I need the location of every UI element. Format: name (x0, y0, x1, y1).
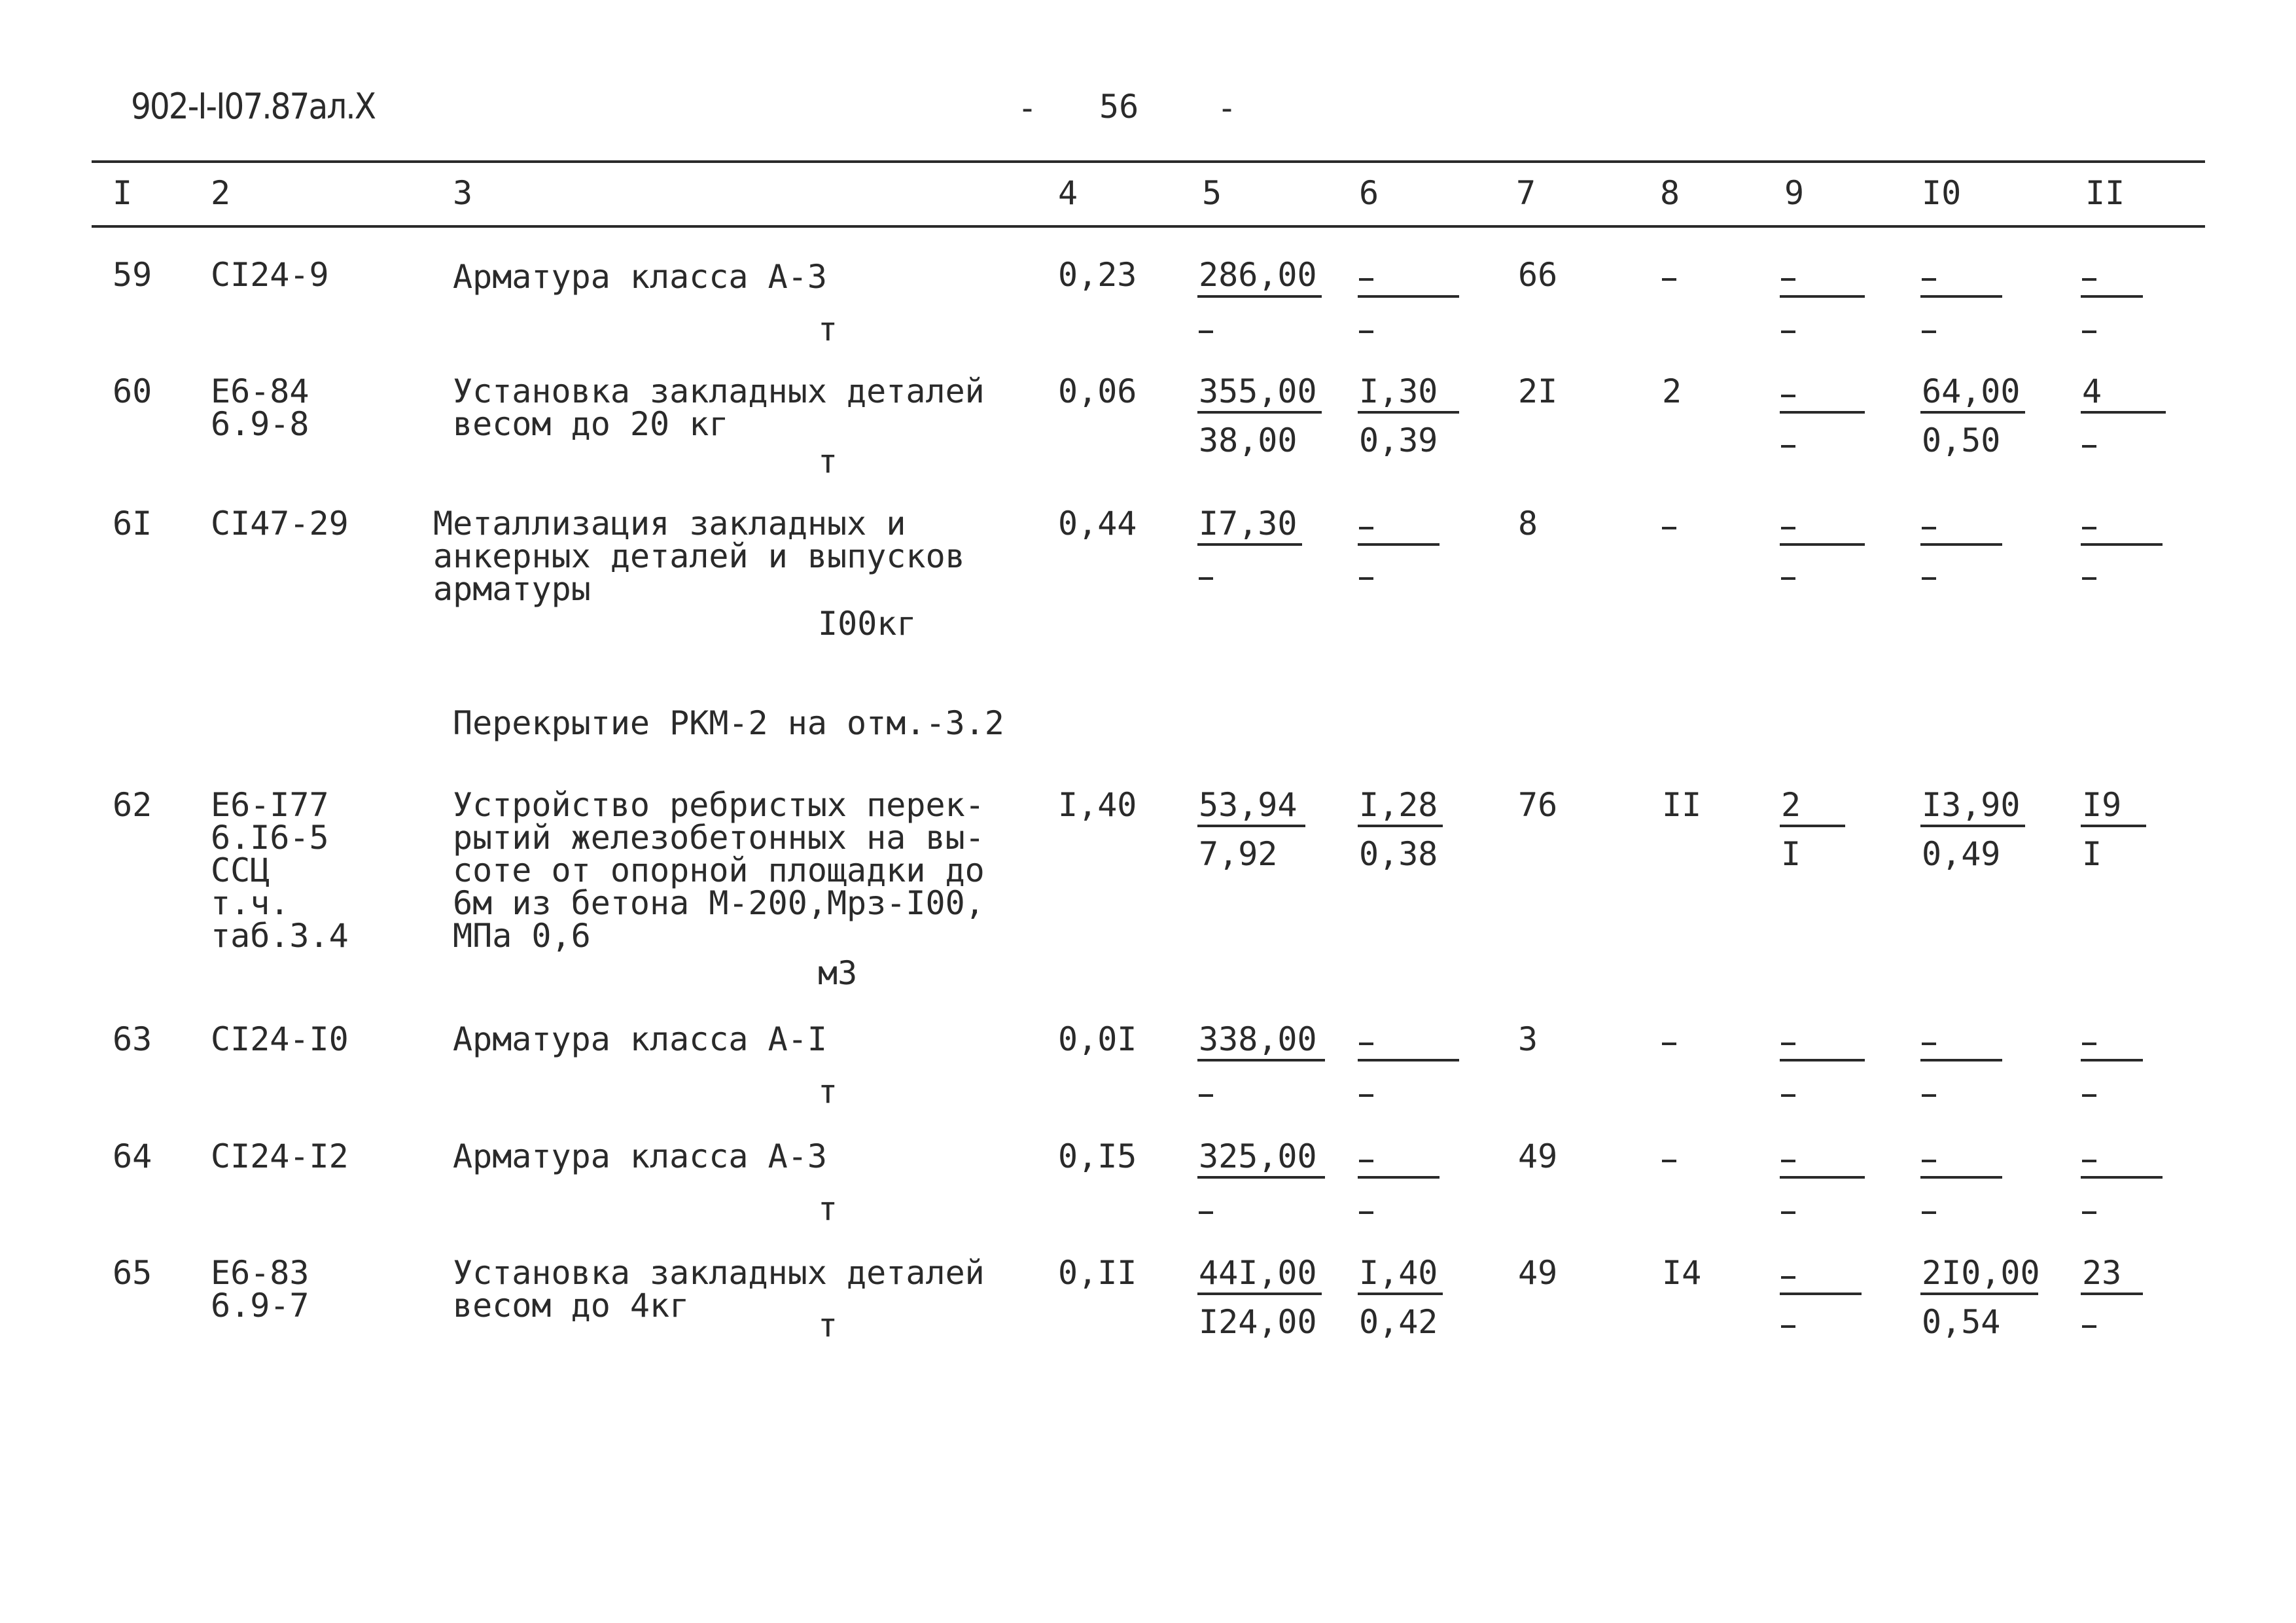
underline (2081, 1293, 2143, 1295)
underline (2081, 411, 2166, 414)
underline (1197, 825, 1305, 827)
col6-top-dash (1359, 527, 1373, 529)
row-number: 6I (113, 505, 152, 543)
underline (1197, 1176, 1325, 1179)
underline (1358, 1059, 1459, 1061)
underline (1920, 1293, 2038, 1295)
col11-bottom-dash (2082, 1094, 2096, 1097)
col9-top-dash (1781, 1276, 1795, 1279)
underline (1780, 1059, 1865, 1061)
col9-bottom: I (1781, 835, 1801, 873)
col10-bottom: 0,54 (1922, 1303, 2001, 1341)
col10-bottom: 0,50 (1922, 421, 2001, 459)
col7-value: 76 (1518, 786, 1558, 824)
underline (1358, 825, 1443, 827)
col9-bottom-dash (1781, 1094, 1795, 1097)
underline (1920, 543, 2002, 546)
col5-top: 338,00 (1199, 1020, 1317, 1058)
col6-bottom: 0,39 (1359, 421, 1438, 459)
underline (1780, 543, 1865, 546)
col9-top-dash (1781, 1043, 1795, 1045)
norm-code: Е6-84 6.9-8 (211, 372, 309, 443)
col6-bottom: 0,42 (1359, 1303, 1438, 1341)
col6-bottom-dash (1359, 1211, 1373, 1214)
col8-value: II (1662, 786, 1702, 824)
col5-bottom-dash (1199, 1211, 1213, 1214)
col7-value: 49 (1518, 1254, 1558, 1292)
col7-value: 8 (1518, 505, 1538, 543)
col11-top: 4 (2082, 372, 2102, 410)
col-header-7: 7 (1516, 174, 1536, 212)
col7-value: 66 (1518, 256, 1558, 294)
col-header-2: 2 (211, 174, 231, 212)
col8-dash (1662, 278, 1676, 281)
col6-top: I,28 (1359, 786, 1438, 824)
unit: т (818, 442, 838, 480)
col-header-10: I0 (1922, 174, 1962, 212)
unit: т (818, 1190, 838, 1228)
col6-top: I,40 (1359, 1254, 1438, 1292)
col9-bottom-dash (1781, 577, 1795, 580)
col11-bottom: I (2082, 835, 2102, 873)
col6-bottom-dash (1359, 577, 1373, 580)
col6-bottom-dash (1359, 1094, 1373, 1097)
unit: I00кг (818, 605, 917, 643)
col5-bottom-dash (1199, 577, 1213, 580)
col6-top-dash (1359, 1043, 1373, 1045)
col10-bottom: 0,49 (1922, 835, 2001, 873)
col7-value: 49 (1518, 1137, 1558, 1175)
underline (1197, 295, 1322, 298)
col11-bottom-dash (2082, 445, 2096, 448)
underline (1920, 1176, 2002, 1179)
underline (2081, 543, 2163, 546)
col11-top-dash (2082, 527, 2096, 529)
quantity: 0,II (1058, 1254, 1137, 1292)
underline (1780, 825, 1845, 827)
col9-top-dash (1781, 395, 1795, 397)
col5-top: 286,00 (1199, 256, 1317, 294)
col8-dash (1662, 1043, 1676, 1045)
col11-bottom-dash (2082, 1325, 2096, 1328)
col-header-11: II (2085, 174, 2125, 212)
unit: т (818, 1306, 838, 1344)
col11-bottom-dash (2082, 577, 2096, 580)
work-description: Арматура класса А-3 (453, 258, 827, 296)
col11-top-dash (2082, 1043, 2096, 1045)
row-number: 64 (113, 1137, 152, 1175)
underline (2081, 825, 2146, 827)
work-description: Арматура класса А-3 (453, 1137, 827, 1175)
col10-top-dash (1922, 1043, 1936, 1045)
section-title: Перекрытие РКМ-2 на отм.-3.2 (453, 704, 1004, 742)
col5-top: 44I,00 (1199, 1254, 1317, 1292)
col9-top-dash (1781, 278, 1795, 281)
underline (1920, 295, 2002, 298)
col7-value: 3 (1518, 1020, 1538, 1058)
col7-value: 2I (1518, 372, 1558, 410)
table-header-rule (92, 225, 2205, 228)
col10-bottom-dash (1922, 330, 1936, 333)
norm-code: CI24-I2 (211, 1137, 349, 1175)
work-description: Установка закладных деталей весом до 20 кг (453, 372, 985, 443)
quantity: 0,06 (1058, 372, 1137, 410)
underline (1780, 411, 1865, 414)
row-number: 62 (113, 786, 152, 824)
col6-top-dash (1359, 278, 1373, 281)
work-description: Металлизация закладных и анкерных деталей и выпусков арматуры (433, 505, 965, 608)
col10-bottom-dash (1922, 1094, 1936, 1097)
col9-bottom-dash (1781, 445, 1795, 448)
col5-bottom: 7,92 (1199, 835, 1278, 873)
col9-bottom-dash (1781, 1211, 1795, 1214)
norm-code: CI24-9 (211, 256, 329, 294)
work-description: Арматура класса А-I (453, 1020, 827, 1058)
underline (2081, 295, 2143, 298)
row-number: 60 (113, 372, 152, 410)
col10-bottom-dash (1922, 1211, 1936, 1214)
col9-top-dash (1781, 1160, 1795, 1162)
col10-top: 2I0,00 (1922, 1254, 2040, 1292)
underline (1197, 1059, 1325, 1061)
underline (1197, 411, 1322, 414)
col5-top: 325,00 (1199, 1137, 1317, 1175)
col5-top: 53,94 (1199, 786, 1298, 824)
page-number: 56 (1099, 88, 1139, 126)
underline (1358, 1176, 1439, 1179)
quantity: 0,0I (1058, 1020, 1137, 1058)
col11-bottom-dash (2082, 1211, 2096, 1214)
quantity: I,40 (1058, 786, 1137, 824)
col6-top-dash (1359, 1160, 1373, 1162)
norm-code: Е6-I77 6.I6-5 ССЦ т.ч. таб.3.4 (211, 786, 349, 955)
norm-code: CI47-29 (211, 505, 349, 543)
col10-bottom-dash (1922, 577, 1936, 580)
quantity: 0,23 (1058, 256, 1137, 294)
work-description: Устройство ребристых перек- рытий железобетонных на вы- соте от опорной площадки до 6м из бетона М-200,Мрз-I00, МПа 0,6 (453, 786, 985, 955)
col9-top-dash (1781, 527, 1795, 529)
col5-bottom: I24,00 (1199, 1303, 1317, 1341)
unit: т (818, 1073, 838, 1111)
col6-bottom-dash (1359, 330, 1373, 333)
unit: м3 (818, 954, 858, 992)
col-header-3: 3 (453, 174, 473, 212)
col9-top: 2 (1781, 786, 1801, 824)
col10-top-dash (1922, 278, 1936, 281)
col5-top: 355,00 (1199, 372, 1317, 410)
table-top-rule (92, 160, 2205, 163)
col6-bottom: 0,38 (1359, 835, 1438, 873)
work-description: Установка закладных деталей весом до 4кг (453, 1254, 985, 1325)
underline (1920, 1059, 2002, 1061)
underline (1197, 543, 1302, 546)
underline (1197, 1293, 1322, 1295)
col10-top: 64,00 (1922, 372, 2021, 410)
row-number: 63 (113, 1020, 152, 1058)
quantity: 0,I5 (1058, 1137, 1137, 1175)
col8-value: I4 (1662, 1254, 1702, 1292)
col5-bottom-dash (1199, 330, 1213, 333)
col11-top: 23 (2082, 1254, 2122, 1292)
col8-value: 2 (1662, 372, 1682, 410)
col5-top: I7,30 (1199, 505, 1298, 543)
col-header-4: 4 (1058, 174, 1078, 212)
col8-dash (1662, 1160, 1676, 1162)
col9-bottom-dash (1781, 330, 1795, 333)
col11-top: I9 (2082, 786, 2122, 824)
underline (1358, 543, 1439, 546)
underline (1780, 1176, 1865, 1179)
col5-bottom: 38,00 (1199, 421, 1298, 459)
col-header-1: I (113, 174, 133, 212)
col8-dash (1662, 527, 1676, 529)
underline (1780, 1293, 1862, 1295)
quantity: 0,44 (1058, 505, 1137, 543)
underline (1920, 411, 2025, 414)
page-dash-left: - (1017, 89, 1038, 127)
underline (1358, 411, 1459, 414)
col9-bottom-dash (1781, 1325, 1795, 1328)
document-code: 902-I-I07.87ал.X (131, 86, 375, 127)
col11-top-dash (2082, 1160, 2096, 1162)
underline (2081, 1059, 2143, 1061)
col11-bottom-dash (2082, 330, 2096, 333)
underline (1358, 295, 1459, 298)
norm-code: CI24-I0 (211, 1020, 349, 1058)
col10-top-dash (1922, 527, 1936, 529)
col6-top: I,30 (1359, 372, 1438, 410)
col5-bottom-dash (1199, 1094, 1213, 1097)
underline (1358, 1293, 1443, 1295)
col-header-5: 5 (1202, 174, 1222, 212)
unit: т (818, 310, 838, 348)
page-dash-right: - (1217, 89, 1237, 127)
col-header-6: 6 (1359, 174, 1379, 212)
underline (2081, 1176, 2163, 1179)
col-header-9: 9 (1784, 174, 1805, 212)
row-number: 59 (113, 256, 152, 294)
underline (1920, 825, 2025, 827)
row-number: 65 (113, 1254, 152, 1292)
col10-top-dash (1922, 1160, 1936, 1162)
col-header-8: 8 (1660, 174, 1680, 212)
col11-top-dash (2082, 278, 2096, 281)
underline (1780, 295, 1865, 298)
norm-code: Е6-83 6.9-7 (211, 1254, 309, 1325)
col10-top: I3,90 (1922, 786, 2021, 824)
